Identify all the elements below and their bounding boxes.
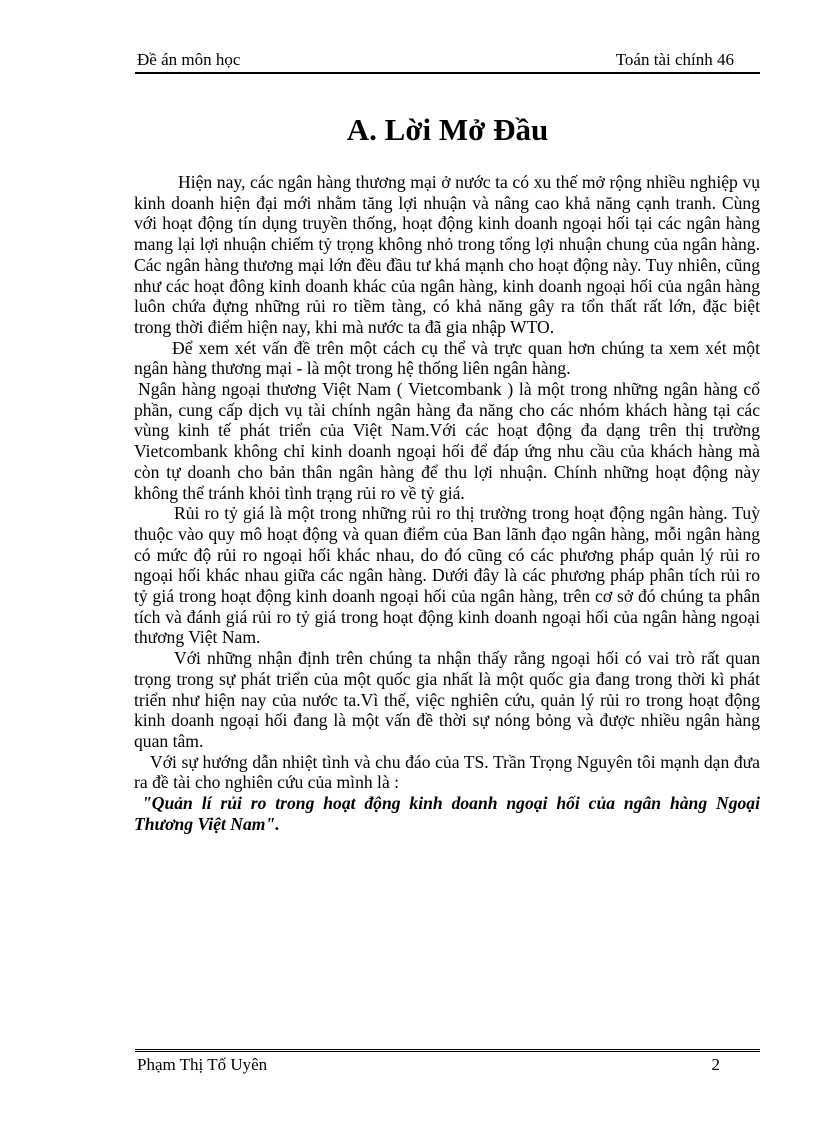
page-header	[135, 48, 760, 74]
paragraph-approach: Để xem xét vấn đề trên một cách cụ thể và trực quan hơn chúng ta xem xét một ngân hàng thương mại - là một trong hệ thống liên ngân hàng.	[134, 337, 760, 379]
footer-divider	[135, 1049, 760, 1052]
paragraph-intro: Hiện nay, các ngân hàng thương mại ở nước ta có xu thế mở rộng nhiều nghiệp vụ kinh doanh hiện đại mới nhằm tăng lợi nhuận và nâng cao khả năng cạnh tranh. Cùng với hoạt động tín dụng truyền thống, hoạt động kinh doanh ngoại hối tại các ngân hàng mang lại lợi nhuận chiếm tỷ trọng không nhỏ trong tổng lợi nhuận chung của ngân hàng. Các ngân hàng thương mại lớn đều đầu tư khá mạnh cho hoạt động này. Tuy nhiên, cũng như các hoạt đông kinh doanh khác của ngân hàng, kinh doanh ngoại hối của ngân hàng luôn chứa đựng những rủi ro tiềm tàng, có khả năng gây ra tổn thất rất lớn, đặc biệt trong thời điểm hiện nay, khi mà nước ta đã gia nhập WTO.	[134, 172, 760, 337]
page-title: A. Lời Mở Đầu	[346, 112, 549, 147]
page-number: 2	[711, 1055, 720, 1074]
paragraph-exchange-risk: Rủi ro tỷ giá là một trong những rủi ro thị trường trong hoạt động ngân hàng. Tuỳ thuộc vào quy mô hoạt động và quan điểm của Ban lãnh đạo ngân hàng, mỗi ngân hàng có mức độ rủi ro ngoại hối khác nhau, do đó cũng có các phương pháp quản lý rủi ro ngoại hối khác nhau giữa các ngân hàng. Dưới đây là các phương pháp phân tích rủi ro tỷ giá trong hoạt động kinh doanh ngoại hối của ngân hàng, trên cơ sở đó chúng ta phân tích và đánh giá rủi ro tỷ giá trong hoạt động kinh doanh ngoại hối của ngân hàng ngoại thương Việt Nam.	[134, 503, 760, 648]
thesis-topic: "Quản lí rủi ro trong hoạt động kinh doanh ngoại hối của ngân hàng Ngoại Thương Việt Nam".	[134, 793, 760, 834]
footer-author: Phạm Thị Tố Uyên	[137, 1055, 268, 1074]
paragraph-vietcombank: Ngân hàng ngoại thương Việt Nam ( Vietcombank ) là một trong những ngân hàng cổ phần, cung cấp dịch vụ tài chính ngân hàng đa năng cho các nhóm khách hàng tại các vùng kinh tế phát triển của Việt Nam.Với các hoạt động đa dạng trên thị trường Vietcombank không chỉ kinh doanh ngoại hối để đáp ứng nhu cầu của khách hàng mà còn tự doanh cho bản thân ngân hàng để thu lợi nhuận. Chính những hoạt động này không thể tránh khỏi tình trạng rủi ro về tỷ giá.	[134, 379, 760, 503]
document-body	[134, 172, 760, 835]
page-footer	[135, 1055, 760, 1079]
paragraph-supervisor: Với sự hướng dẫn nhiệt tình và chu đáo của TS. Trần Trọng Nguyên tôi mạnh dạn đưa ra đề tài cho nghiên cứu của mình là :	[134, 751, 760, 793]
header-course-label: Đề án môn học	[137, 50, 241, 69]
header-class-label: Toán tài chính 46	[615, 50, 734, 69]
paragraph-importance: Với những nhận định trên chúng ta nhận thấy rằng ngoại hối có vai trò rất quan trọng trong sự phát triển của một quốc gia nhất là một quốc gia đang trong thời kì phát triển như hiện nay của nước ta.Vì thế, việc nghiên cứu, quản lý rủi ro trong hoạt động kinh doanh ngoại hối đang là một vấn đề thời sự nóng bỏng và được nhiều ngân hàng quan tâm.	[134, 648, 760, 751]
